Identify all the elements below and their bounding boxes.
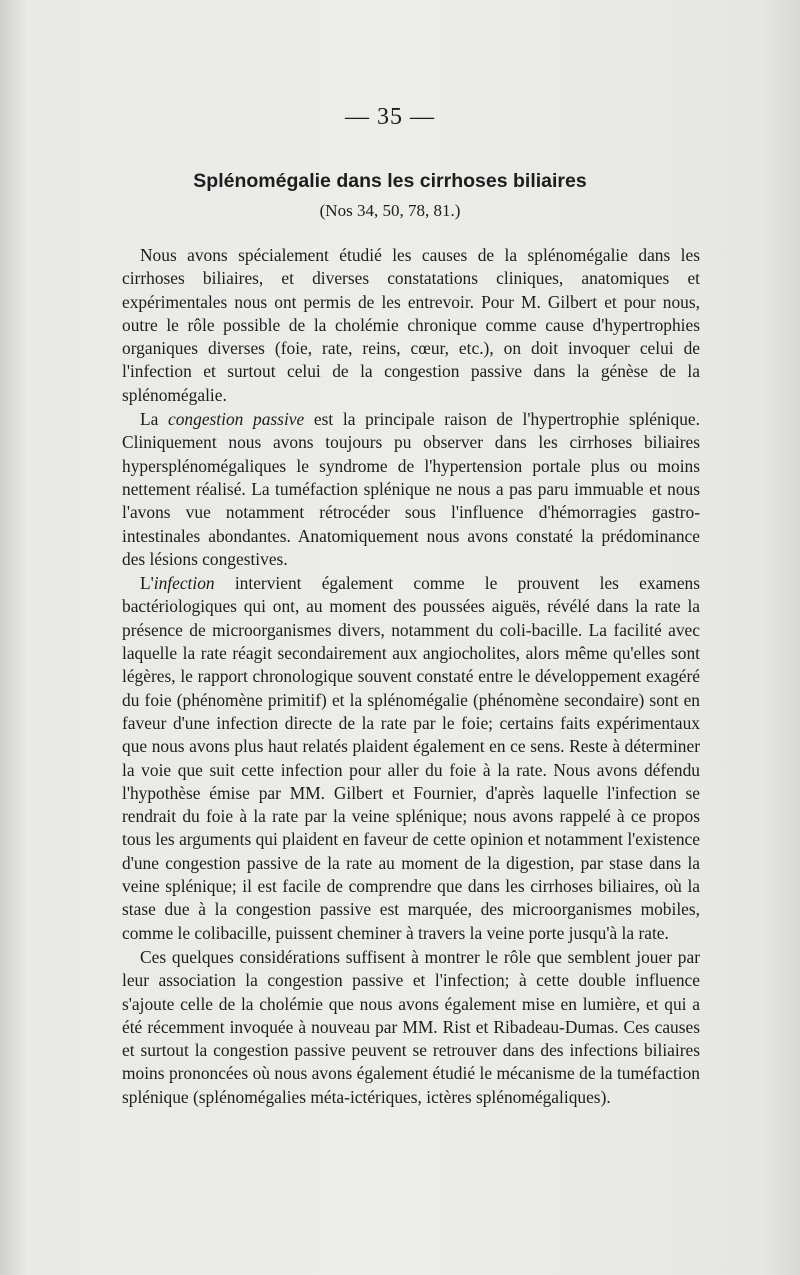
paragraph-infection [122, 572, 700, 945]
paragraph-congestion [122, 408, 700, 571]
paragraph-conclusion [122, 946, 700, 1109]
paragraph-text: Nous avons spécialement étudié les causes de la splénomégalie dans les cirrhoses biliaires, et diverses constatations cliniques, anatomiques et expérimentales nous ont permis de les entrevoir. Pour M. Gilbert et pour nous, outre le rôle possible de la cholémie chronique comme cause d'hypertrophies organiques diverses (foie, rate, reins, cœur, etc.), on doit invoquer celui de l'infection et surtout celui de la congestion passive dans la génèse de la splénomégalie. [122, 245, 700, 405]
reference-numbers: (Nos 34, 50, 78, 81.) [319, 201, 461, 220]
paragraph-text: intervient également comme le prouvent les examens bactériologiques qui ont, au moment des poussées aiguës, révélé dans la rate la présence de microorganismes divers, notamment du coli-bacille. La facilité avec laquelle la rate réagit secondairement aux angiocholites, alors même qu'elles sont légères, le rapport chronologique souvent constaté entre le développement exagéré du foie (phénomène primitif) et la splénomégalie (phénomène secondaire) sont en faveur d'une infection directe de la rate par le foie; certains faits expérimentaux que nous avons plus haut relatés plaident également en ce sens. Reste à déterminer la voie que suit cette infection pour aller du foie à la rate. Nous avons défendu l'hypothèse émise par MM. Gilbert et Fournier, d'après laquelle l'infection se rendrait du foie à la rate par la veine splénique; nous avons rappelé à ce propos tous les arguments qui plaident en faveur de cette opinion et notamment l'existence d'une congestion passive de la rate au moment de la digestion, par stase dans la veine splénique; il est facile de comprendre que dans les cirrhoses biliaires, où la stase due à la congestion passive est marquée, des microorganismes mobiles, comme le colibacille, puissent cheminer à travers la veine porte jusqu'à la rate. [122, 573, 700, 943]
paragraph-causes [122, 244, 700, 407]
page-number: — 35 — [345, 104, 435, 130]
paragraph-text: est la principale raison de l'hypertrophie splénique. Cliniquement nous avons toujours pu observer dans les cirrhoses biliaires hypersplénomégaliques le syndrome de l'hypertension portale plus ou moins nettement réalisé. La tuméfaction splénique ne nous a pas paru immuable et nous l'avons vue notamment rétrocéder sous l'influence d'hémorragies gastro-intestinales abondantes. Anatomiquement nous avons constaté la prédominance des lésions congestives. [122, 409, 700, 569]
paragraph-lead: L' [140, 573, 154, 594]
emphasis-infection: infection [153, 573, 215, 594]
emphasis-congestion-passive: congestion passive [168, 409, 305, 430]
paragraph-lead: La [140, 409, 169, 430]
section-title: Splénomégalie dans les cirrhoses biliaires [193, 170, 587, 192]
paragraph-text: Ces quelques considérations suffisent à montrer le rôle que semblent jouer par leur association la congestion passive et l'infection; à cette double influence s'ajoute celle de la cholémie que nous avons également mise en lumière, et qui a été récemment invoquée à nouveau par MM. Rist et Ribadeau-Dumas. Ces causes et surtout la congestion passive peuvent se retrouver dans des infections biliaires moins prononcées où nous avons également étudié le mécanisme de la tuméfaction splénique (splénomégalies méta-ictériques, ictères splénomégaliques). [122, 946, 700, 1107]
body-text [122, 244, 700, 1109]
